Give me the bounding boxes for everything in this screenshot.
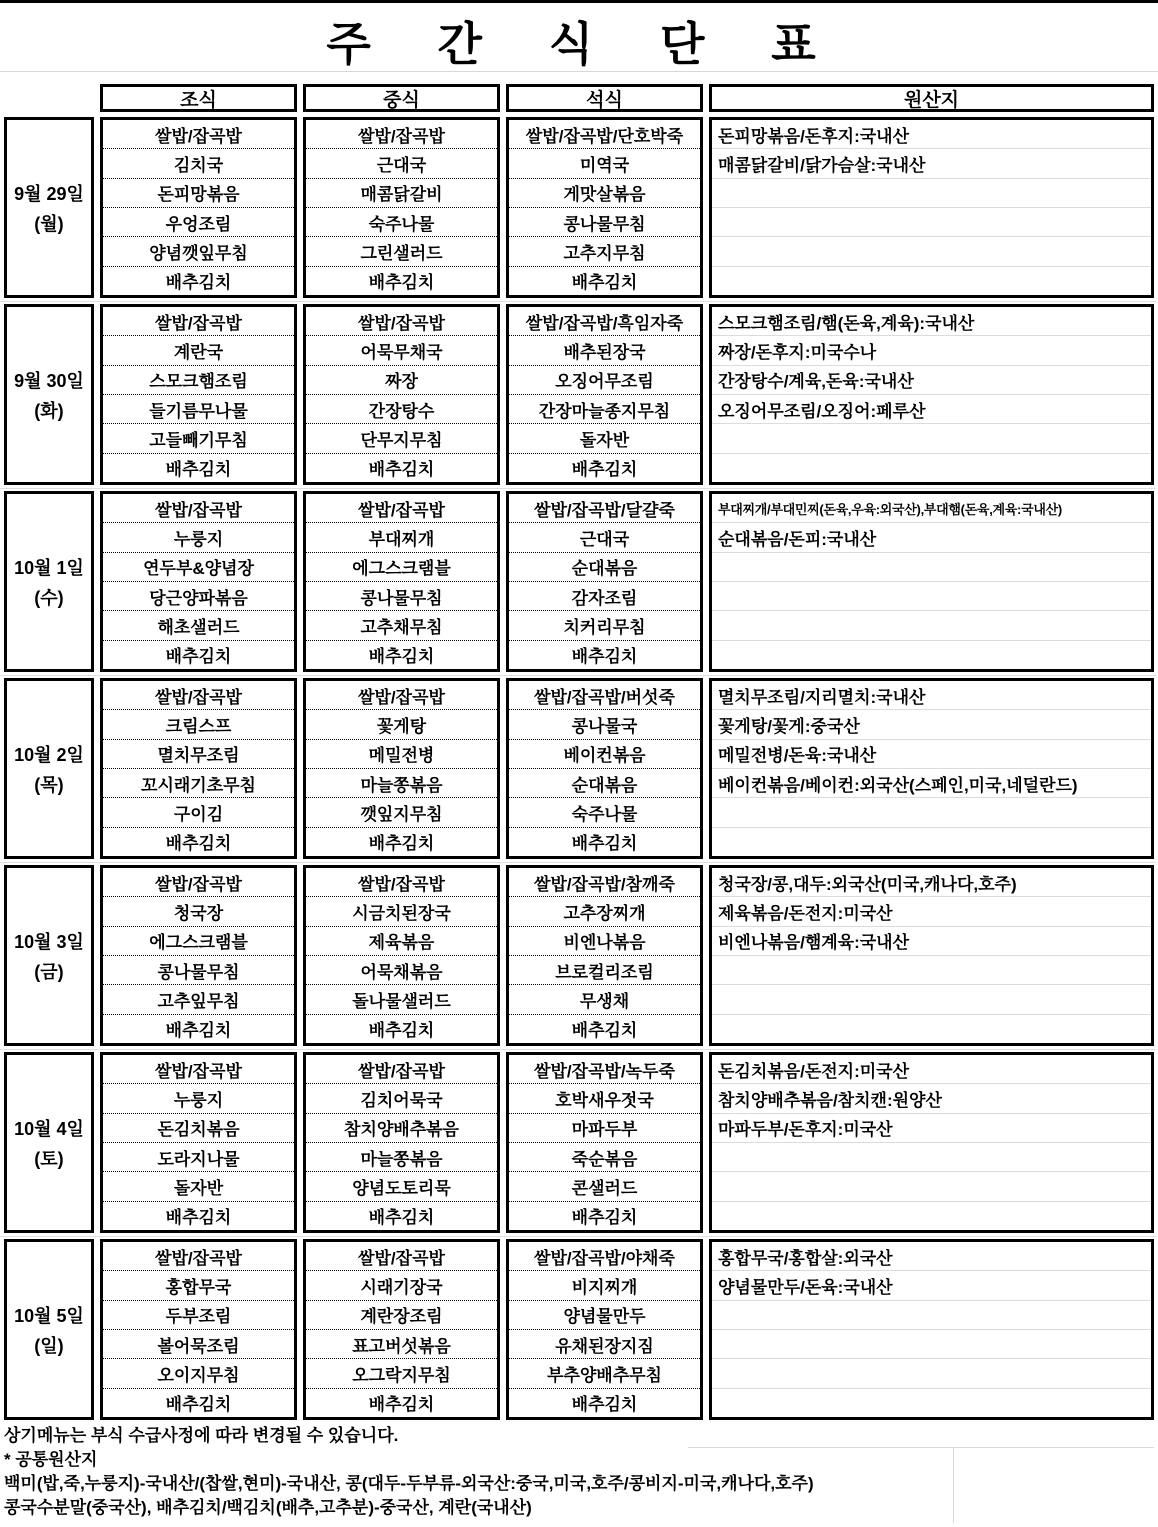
menu-item: 두부조림 bbox=[103, 1301, 294, 1330]
day-row bbox=[4, 1052, 1154, 1233]
menu-item: 쌀밥/잡곡밥 bbox=[103, 1055, 294, 1084]
menu-change-notice: 상기메뉴는 부식 수급사정에 따라 변경될 수 있습니다. bbox=[4, 1426, 399, 1445]
menu-item: 숙주나물 bbox=[306, 208, 497, 237]
menu-item: 시금치된장국 bbox=[306, 897, 497, 926]
header-spacer bbox=[4, 84, 94, 112]
menu-item: 배추김치 bbox=[571, 647, 638, 667]
menu-item: 간장마늘종지무침 bbox=[509, 395, 700, 424]
menu-item: 쌀밥/잡곡밥 bbox=[306, 681, 497, 710]
menu-item: 배추김치 bbox=[165, 460, 232, 480]
date-label: 10월 3일 bbox=[14, 931, 84, 952]
day-row bbox=[4, 117, 1154, 298]
menu-item: 연두부&양념장 bbox=[103, 553, 294, 582]
menu-item: 치커리무침 bbox=[509, 611, 700, 640]
menu-item: 돈피망볶음 bbox=[103, 179, 294, 208]
origin-line bbox=[712, 798, 1151, 827]
menu-item: 배추김치 bbox=[571, 1021, 638, 1041]
menu-item: 순대볶음 bbox=[509, 769, 700, 798]
menu-item: 배추김치 bbox=[571, 1208, 638, 1228]
menu-item: 쌀밥/잡곡밥/단호박죽 bbox=[509, 120, 700, 149]
day-row bbox=[4, 491, 1154, 672]
menu-item: 김치국 bbox=[103, 149, 294, 178]
top-border-rule bbox=[0, 0, 1158, 3]
menu-item: 쌀밥/잡곡밥/야채죽 bbox=[509, 1242, 700, 1271]
menu-item: 어묵채볶음 bbox=[306, 956, 497, 985]
origin-line: 간장탕수/계육,돈육:국내산 bbox=[712, 366, 1151, 395]
menu-item: 참치양배추볶음 bbox=[306, 1114, 497, 1143]
menu-item: 쌀밥/잡곡밥/녹두죽 bbox=[509, 1055, 700, 1084]
breakfast-cell bbox=[100, 304, 297, 485]
menu-item: 해초샐러드 bbox=[103, 611, 294, 640]
menu-item: 에그스크램블 bbox=[103, 927, 294, 956]
date-cell bbox=[4, 304, 94, 485]
menu-item: 누룽지 bbox=[103, 1084, 294, 1113]
origin-cell bbox=[709, 304, 1154, 485]
menu-item: 스모크햄조림 bbox=[103, 366, 294, 395]
menu-item: 비지찌개 bbox=[509, 1271, 700, 1300]
menu-item: 비엔나볶음 bbox=[509, 927, 700, 956]
menu-item: 에그스크램블 bbox=[306, 553, 497, 582]
dinner-cell bbox=[506, 1239, 703, 1420]
origin-cell bbox=[709, 491, 1154, 672]
date-label: 10월 1일 bbox=[14, 557, 84, 578]
origin-line bbox=[712, 1359, 1151, 1388]
date-label: 10월 2일 bbox=[14, 744, 84, 765]
origin-line: 부대찌개/부대민찌(돈육,우육:외국산),부대햄(돈육,계육:국내산) bbox=[712, 494, 1151, 523]
menu-item: 배추김치 bbox=[165, 1021, 232, 1041]
menu-item: 멸치무조림 bbox=[103, 740, 294, 769]
menu-item: 미역국 bbox=[509, 149, 700, 178]
menu-item: 근대국 bbox=[306, 149, 497, 178]
origin-line bbox=[712, 956, 1151, 985]
origin-line bbox=[712, 1143, 1151, 1172]
page-title: 주 간 식 단 표 bbox=[326, 18, 832, 70]
day-row bbox=[4, 678, 1154, 859]
menu-item: 배추김치 bbox=[368, 1208, 435, 1228]
menu-item: 배추된장국 bbox=[509, 336, 700, 365]
breakfast-cell bbox=[100, 1052, 297, 1233]
origin-cell bbox=[709, 865, 1154, 1046]
menu-item: 쌀밥/잡곡밥 bbox=[306, 1055, 497, 1084]
date-label: 9월 30일 bbox=[14, 370, 84, 391]
dinner-cell bbox=[506, 865, 703, 1046]
menu-item: 죽순볶음 bbox=[509, 1143, 700, 1172]
origin-line: 메밀전병/돈육:국내산 bbox=[712, 740, 1151, 769]
menu-item: 마늘쫑볶음 bbox=[306, 769, 497, 798]
weekday-label: (월) bbox=[34, 213, 64, 234]
menu-item: 마늘쫑볶음 bbox=[306, 1143, 497, 1172]
lunch-cell bbox=[303, 491, 500, 672]
header-dinner: 석식 bbox=[506, 84, 703, 112]
menu-item: 깻잎지무침 bbox=[306, 798, 497, 827]
menu-item: 배추김치 bbox=[368, 273, 435, 293]
menu-item: 돌나물샐러드 bbox=[306, 985, 497, 1014]
menu-item: 쌀밥/잡곡밥/참깨죽 bbox=[509, 868, 700, 897]
menu-item: 꽃게탕 bbox=[306, 710, 497, 739]
origin-line: 제육볶음/돈전지:미국산 bbox=[712, 897, 1151, 926]
menu-item: 오그락지무침 bbox=[306, 1359, 497, 1388]
menu-item: 부대찌개 bbox=[306, 523, 497, 552]
menu-item: 청국장 bbox=[103, 897, 294, 926]
menu-item: 콩나물무침 bbox=[103, 956, 294, 985]
menu-item: 배추김치 bbox=[368, 834, 435, 854]
date-cell bbox=[4, 1239, 94, 1420]
menu-item: 배추김치 bbox=[165, 1395, 232, 1415]
menu-item: 쌀밥/잡곡밥 bbox=[306, 868, 497, 897]
menu-item: 양념물만두 bbox=[509, 1301, 700, 1330]
menu-item: 표고버섯볶음 bbox=[306, 1330, 497, 1359]
menu-item: 양념깻잎무침 bbox=[103, 237, 294, 266]
menu-item: 쌀밥/잡곡밥/흑임자죽 bbox=[509, 307, 700, 336]
menu-rows bbox=[4, 117, 1154, 1420]
menu-item: 쌀밥/잡곡밥 bbox=[103, 494, 294, 523]
header-breakfast: 조식 bbox=[100, 84, 297, 112]
origin-cell bbox=[709, 1052, 1154, 1233]
menu-item: 메밀전병 bbox=[306, 740, 497, 769]
menu-item: 김치어묵국 bbox=[306, 1084, 497, 1113]
origin-line: 베이컨볶음/베이컨:외국산(스페인,미국,네덜란드) bbox=[712, 769, 1151, 798]
menu-item: 오징어무조림 bbox=[509, 366, 700, 395]
menu-item: 우엉조림 bbox=[103, 208, 294, 237]
menu-item: 배추김치 bbox=[571, 273, 638, 293]
menu-item: 부추양배추무침 bbox=[509, 1359, 700, 1388]
menu-item: 간장탕수 bbox=[306, 395, 497, 424]
date-label: 10월 5일 bbox=[14, 1305, 84, 1326]
menu-item: 호박새우젓국 bbox=[509, 1084, 700, 1113]
origin-line: 청국장/콩,대두:외국산(미국,캐나다,호주) bbox=[712, 868, 1151, 897]
origin-line bbox=[712, 208, 1151, 237]
menu-item: 고들빼기무침 bbox=[103, 424, 294, 453]
menu-item: 배추김치 bbox=[165, 1208, 232, 1228]
day-row bbox=[4, 1239, 1154, 1420]
lunch-cell bbox=[303, 678, 500, 859]
breakfast-cell bbox=[100, 491, 297, 672]
menu-item: 배추김치 bbox=[165, 647, 232, 667]
origin-line: 참치양배추볶음/참치캔:원양산 bbox=[712, 1084, 1151, 1113]
dinner-cell bbox=[506, 1052, 703, 1233]
menu-item: 쌀밥/잡곡밥 bbox=[103, 120, 294, 149]
dinner-cell bbox=[506, 304, 703, 485]
origin-line: 돈김치볶음/돈전지:미국산 bbox=[712, 1055, 1151, 1084]
menu-item: 배추김치 bbox=[571, 1395, 638, 1415]
header-lunch: 중식 bbox=[303, 84, 500, 112]
common-origin-line-1: 백미(밥,죽,누룽지)-국내산/(찹쌀,현미)-국내산, 콩(대두-두부류-외국산:중국,미국,호주/콩비지-미국,캐나다,호주) bbox=[4, 1474, 814, 1493]
menu-item: 베이컨볶음 bbox=[509, 740, 700, 769]
origin-line: 짜장/돈후지:미국수나 bbox=[712, 336, 1151, 365]
breakfast-cell bbox=[100, 117, 297, 298]
menu-item: 마파두부 bbox=[509, 1114, 700, 1143]
origin-line: 양념물만두/돈육:국내산 bbox=[712, 1271, 1151, 1300]
menu-item: 돈김치볶음 bbox=[103, 1114, 294, 1143]
origin-line: 돈피망볶음/돈후지:국내산 bbox=[712, 120, 1151, 149]
origin-cell bbox=[709, 117, 1154, 298]
breakfast-cell bbox=[100, 1239, 297, 1420]
table-header-row bbox=[4, 84, 1154, 112]
menu-item: 배추김치 bbox=[165, 273, 232, 293]
menu-item: 쌀밥/잡곡밥 bbox=[306, 307, 497, 336]
lunch-cell bbox=[303, 1239, 500, 1420]
menu-item: 크림스프 bbox=[103, 710, 294, 739]
menu-item: 매콤닭갈비 bbox=[306, 179, 497, 208]
origin-line: 홍합무국/홍합살:외국산 bbox=[712, 1242, 1151, 1271]
weekly-menu-table bbox=[4, 84, 1154, 1426]
menu-item: 시래기장국 bbox=[306, 1271, 497, 1300]
weekday-label: (화) bbox=[34, 400, 64, 421]
origin-line: 비엔나볶음/햄계육:국내산 bbox=[712, 927, 1151, 956]
header-origin: 원산지 bbox=[709, 84, 1154, 112]
menu-item: 콩나물무침 bbox=[306, 582, 497, 611]
menu-item: 쌀밥/잡곡밥 bbox=[306, 494, 497, 523]
weekday-label: (토) bbox=[34, 1148, 64, 1169]
lunch-cell bbox=[303, 865, 500, 1046]
origin-line bbox=[712, 1015, 1151, 1043]
origin-line bbox=[712, 454, 1151, 482]
origin-line: 마파두부/돈후지:미국산 bbox=[712, 1114, 1151, 1143]
origin-cell bbox=[709, 1239, 1154, 1420]
menu-item: 짜장 bbox=[306, 366, 497, 395]
menu-item: 순대볶음 bbox=[509, 553, 700, 582]
origin-line bbox=[712, 553, 1151, 582]
menu-item: 홍합무국 bbox=[103, 1271, 294, 1300]
origin-line bbox=[712, 1330, 1151, 1359]
menu-item: 누룽지 bbox=[103, 523, 294, 552]
dinner-cell bbox=[506, 678, 703, 859]
menu-item: 구이김 bbox=[103, 798, 294, 827]
menu-item: 쌀밥/잡곡밥 bbox=[103, 681, 294, 710]
menu-item: 배추김치 bbox=[165, 834, 232, 854]
menu-item: 배추김치 bbox=[571, 834, 638, 854]
menu-item: 고추잎무침 bbox=[103, 985, 294, 1014]
menu-item: 브로컬리조림 bbox=[509, 956, 700, 985]
origin-line bbox=[712, 424, 1151, 453]
menu-item: 쌀밥/잡곡밥 bbox=[103, 1242, 294, 1271]
origin-line: 매콤닭갈비/닭가슴살:국내산 bbox=[712, 149, 1151, 178]
menu-item: 계란국 bbox=[103, 336, 294, 365]
menu-item: 배추김치 bbox=[368, 1021, 435, 1041]
menu-item: 어묵무채국 bbox=[306, 336, 497, 365]
menu-item: 도라지나물 bbox=[103, 1143, 294, 1172]
menu-item: 고추장찌개 bbox=[509, 897, 700, 926]
gridline-under-title bbox=[0, 71, 1158, 72]
menu-item: 게맛살볶음 bbox=[509, 179, 700, 208]
weekday-label: (목) bbox=[34, 774, 64, 795]
menu-item: 돌자반 bbox=[103, 1172, 294, 1201]
origin-line bbox=[712, 985, 1151, 1014]
origin-line: 꽃게탕/꽃게:중국산 bbox=[712, 710, 1151, 739]
origin-line: 스모크햄조림/햄(돈육,계육):국내산 bbox=[712, 307, 1151, 336]
origin-line bbox=[712, 179, 1151, 208]
menu-item: 들기름무나물 bbox=[103, 395, 294, 424]
menu-item: 쌀밥/잡곡밥 bbox=[306, 120, 497, 149]
menu-item: 콩나물무침 bbox=[509, 208, 700, 237]
date-cell bbox=[4, 491, 94, 672]
origin-line bbox=[712, 1389, 1151, 1417]
origin-line bbox=[712, 611, 1151, 640]
common-origin-label: * 공통원산지 bbox=[4, 1450, 98, 1469]
common-origin-line-2: 콩국수분말(중국산), 배추김치/백김치(배추,고추분)-중국산, 계란(국내산) bbox=[4, 1498, 532, 1517]
menu-item: 감자조림 bbox=[509, 582, 700, 611]
lunch-cell bbox=[303, 1052, 500, 1233]
menu-item: 배추김치 bbox=[368, 647, 435, 667]
origin-line bbox=[712, 582, 1151, 611]
date-cell bbox=[4, 865, 94, 1046]
menu-item: 단무지무침 bbox=[306, 424, 497, 453]
dinner-cell bbox=[506, 117, 703, 298]
date-cell bbox=[4, 678, 94, 859]
origin-line: 오징어무조림/오징어:페루산 bbox=[712, 395, 1151, 424]
menu-item: 쌀밥/잡곡밥 bbox=[103, 868, 294, 897]
menu-item: 계란장조림 bbox=[306, 1301, 497, 1330]
lunch-cell bbox=[303, 304, 500, 485]
origin-line bbox=[712, 1301, 1151, 1330]
menu-item: 쌀밥/잡곡밥/달걀죽 bbox=[509, 494, 700, 523]
origin-line bbox=[712, 1202, 1151, 1230]
dinner-cell bbox=[506, 491, 703, 672]
menu-item: 고추지무침 bbox=[509, 237, 700, 266]
origin-line bbox=[712, 237, 1151, 266]
menu-item: 배추김치 bbox=[368, 1395, 435, 1415]
origin-line: 순대볶음/돈피:국내산 bbox=[712, 523, 1151, 552]
origin-cell bbox=[709, 678, 1154, 859]
menu-item: 쌀밥/잡곡밥/버섯죽 bbox=[509, 681, 700, 710]
origin-line bbox=[712, 267, 1151, 295]
menu-item: 제육볶음 bbox=[306, 927, 497, 956]
menu-item: 근대국 bbox=[509, 523, 700, 552]
weekday-label: (일) bbox=[34, 1335, 64, 1356]
weekday-label: (금) bbox=[34, 961, 64, 982]
menu-item: 꼬시래기초무침 bbox=[103, 769, 294, 798]
menu-item: 쌀밥/잡곡밥 bbox=[103, 307, 294, 336]
menu-item: 콘샐러드 bbox=[509, 1172, 700, 1201]
menu-item: 유채된장지짐 bbox=[509, 1330, 700, 1359]
date-cell bbox=[4, 1052, 94, 1233]
menu-item: 숙주나물 bbox=[509, 798, 700, 827]
origin-line bbox=[712, 1172, 1151, 1201]
menu-item: 고추채무침 bbox=[306, 611, 497, 640]
date-label: 10월 4일 bbox=[14, 1118, 84, 1139]
menu-item: 배추김치 bbox=[368, 460, 435, 480]
menu-item: 무생채 bbox=[509, 985, 700, 1014]
menu-item: 양념도토리묵 bbox=[306, 1172, 497, 1201]
menu-item: 오이지무침 bbox=[103, 1359, 294, 1388]
menu-item: 배추김치 bbox=[571, 460, 638, 480]
lunch-cell bbox=[303, 117, 500, 298]
menu-item: 당근양파볶음 bbox=[103, 582, 294, 611]
origin-line bbox=[712, 641, 1151, 669]
menu-item: 볼어묵조림 bbox=[103, 1330, 294, 1359]
menu-item: 돌자반 bbox=[509, 424, 700, 453]
date-label: 9월 29일 bbox=[14, 183, 84, 204]
weekday-label: (수) bbox=[34, 587, 64, 608]
origin-line: 멸치무조림/지리멸치:국내산 bbox=[712, 681, 1151, 710]
origin-line bbox=[712, 828, 1151, 856]
menu-item: 그린샐러드 bbox=[306, 237, 497, 266]
date-cell bbox=[4, 117, 94, 298]
day-row bbox=[4, 865, 1154, 1046]
menu-item: 쌀밥/잡곡밥 bbox=[306, 1242, 497, 1271]
breakfast-cell bbox=[100, 865, 297, 1046]
footer-notes bbox=[4, 1424, 1154, 1520]
day-row bbox=[4, 304, 1154, 485]
breakfast-cell bbox=[100, 678, 297, 859]
menu-item: 콩나물국 bbox=[509, 710, 700, 739]
